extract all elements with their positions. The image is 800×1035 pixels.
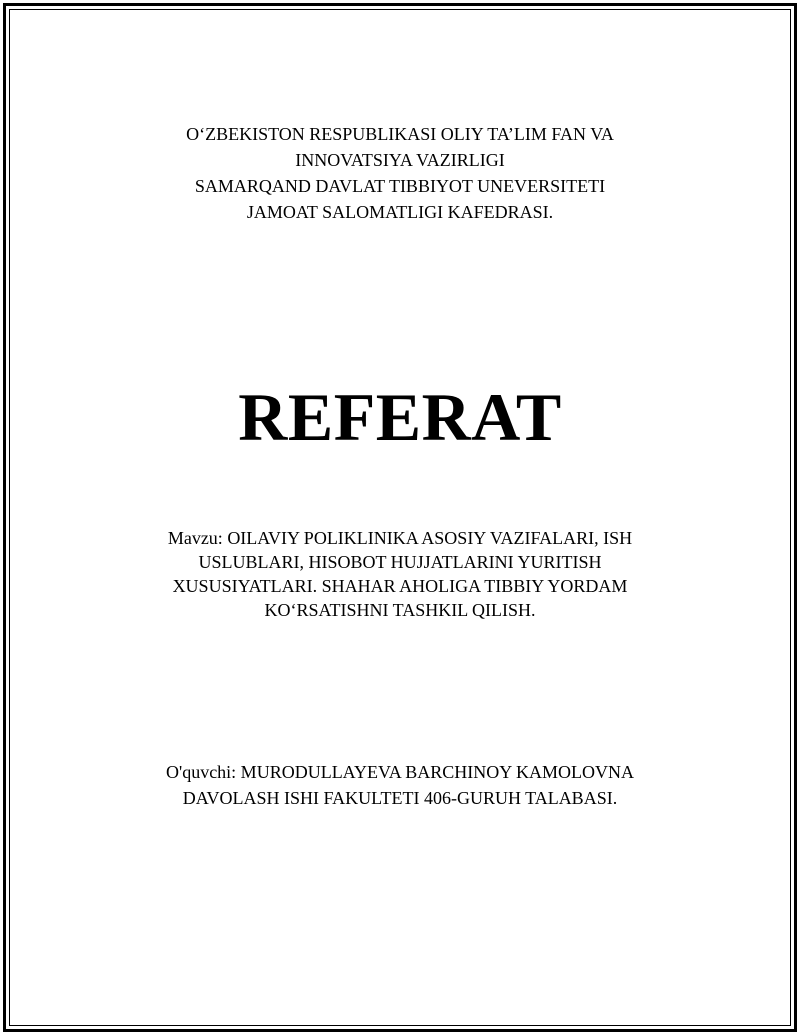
- topic-line: Mavzu: OILAVIY POLIKLINIKA ASOSIY VAZIFALARI, ISH: [167, 528, 633, 548]
- topic-line: USLUBLARI, HISOBOT HUJJATLARINI YURITISH: [198, 552, 602, 572]
- header-line: INNOVATSIYA VAZIRLIGI: [295, 150, 505, 170]
- topic-section: [0, 526, 800, 622]
- student-line: O'quvchi: MURODULLAYEVA BARCHINOY KAMOLOVNA: [165, 762, 635, 782]
- student-line: DAVOLASH ISHI FAKULTETI 406-GURUH TALABASI.: [182, 788, 618, 808]
- header-line: JAMOAT SALOMATLIGI KAFEDRASI.: [246, 202, 554, 222]
- student-section: [0, 759, 800, 811]
- topic-line: KO‘RSATISHNI TASHKIL QILISH.: [264, 600, 536, 620]
- topic-line: XUSUSIYATLARI. SHAHAR AHOLIGA TIBBIY YORDAM: [172, 576, 628, 596]
- header-line: SAMARQAND DAVLAT TIBBIYOT UNEVERSITETI: [194, 176, 606, 196]
- document-title: REFERAT: [238, 379, 562, 455]
- institution-header: [0, 121, 800, 225]
- header-line: O‘ZBEKISTON RESPUBLIKASI OLIY TA’LIM FAN VA: [186, 124, 614, 144]
